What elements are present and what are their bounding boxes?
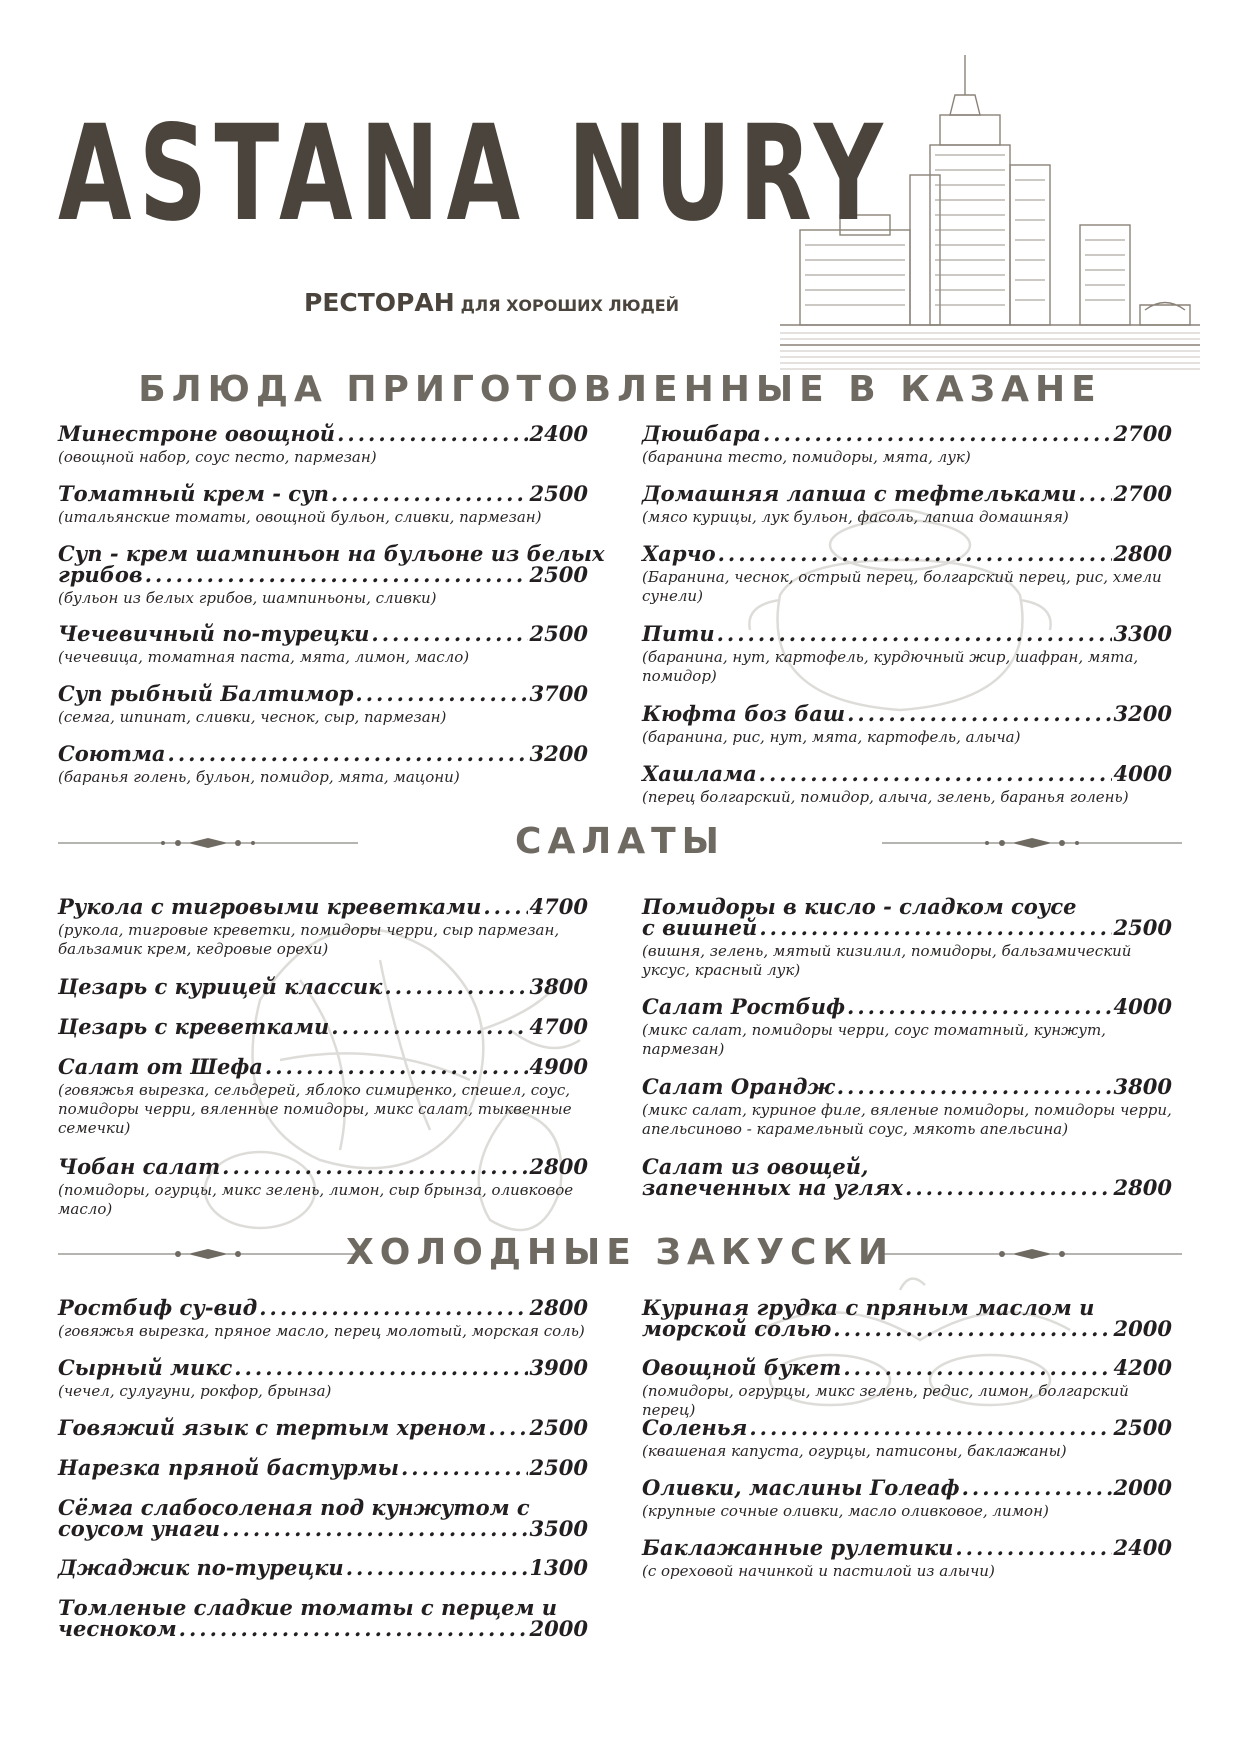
menu-item — [58, 623, 588, 667]
item-name: Цезарь с креветками — [58, 1014, 330, 1039]
tagline-restaurant: РЕСТОРАН — [304, 288, 455, 317]
menu-item — [642, 763, 1172, 807]
item-name: Чечевичный по-турецки — [58, 621, 370, 646]
item-price: 3800 — [529, 974, 588, 999]
menu-item — [642, 483, 1172, 527]
item-name-line1: Суп - крем шампиньон на бульоне из белых — [58, 541, 605, 566]
menu-item — [642, 543, 1172, 606]
item-price: 2500 — [1113, 915, 1172, 940]
item-price: 2700 — [1113, 421, 1172, 446]
item-name-line1: Куриная грудка с пряным маслом и — [642, 1295, 1095, 1320]
item-description: (вишня, зелень, мятый кизилил, помидоры, бальзамический уксус, красный лук) — [642, 942, 1132, 979]
menu-item — [58, 1156, 588, 1219]
ornament-divider-right — [882, 1244, 1182, 1264]
item-description: (мясо курицы, лук бульон, фасоль, лапша домашняя) — [642, 508, 1069, 526]
pot-sketch — [740, 500, 1060, 730]
item-name-line1: Томленые сладкие томаты с перцем и — [58, 1595, 558, 1620]
item-name: Харчо — [642, 541, 716, 566]
item-name-line1: Сёмга слабосоленая под кунжутом с — [58, 1495, 530, 1520]
menu-item — [642, 423, 1172, 467]
item-price: 4700 — [529, 894, 588, 919]
item-price: 2800 — [1113, 1175, 1172, 1200]
item-price: 4700 — [529, 1014, 588, 1039]
item-name: Рукола с тигровыми креветками — [58, 894, 482, 919]
menu-item — [642, 996, 1172, 1059]
menu-item — [642, 1357, 1172, 1420]
item-name: Оливки, маслины Голеаф — [642, 1475, 960, 1500]
item-price: 2500 — [529, 621, 588, 646]
item-description: (семга, шпинат, сливки, чеснок, сыр, пармезан) — [58, 708, 447, 726]
item-name: запеченных на углях — [642, 1175, 904, 1200]
item-description: (говяжья вырезка, сельдерей, яблоко симиренко, спешел, соус, помидоры черри, вяленные помидоры, микс салат, тыквенные семечки) — [58, 1081, 572, 1137]
ornament-divider-right — [882, 833, 1182, 853]
menu-item — [58, 1016, 588, 1037]
item-price: 2700 — [1113, 481, 1172, 506]
menu-item — [58, 1056, 588, 1138]
item-name: Нарезка пряной бастурмы — [58, 1455, 399, 1480]
section-title-cold-appetizers: ХОЛОДНЫЕ ЗАКУСКИ — [345, 1232, 895, 1273]
menu-item — [58, 896, 588, 959]
item-name: с вишней — [642, 915, 758, 940]
menu-item — [642, 896, 1172, 980]
item-description: (с ореховой начинкой и пастилой из алычи) — [642, 1562, 995, 1580]
menu-item — [58, 1457, 588, 1478]
item-description: (микс салат, куриное филе, вяленые помидоры, помидоры черри, апельсиново - карамельный соус, мякоть апельсина) — [642, 1101, 1172, 1138]
item-description: (микс салат, помидоры черри, соус томатный, кунжут, пармезан) — [642, 1021, 1106, 1058]
section-title-kazan: БЛЮДА ПРИГОТОВЛЕННЫЕ В КАЗАНЕ — [138, 369, 1102, 410]
item-price: 2500 — [529, 481, 588, 506]
item-name: Салат от Шефа — [58, 1054, 263, 1079]
item-description: (перец болгарский, помидор, алыча, зелень, баранья голень) — [642, 788, 1129, 806]
item-name: морской солью — [642, 1316, 832, 1341]
item-price: 3300 — [1113, 621, 1172, 646]
item-name: чесноком — [58, 1616, 177, 1641]
item-name: грибов — [58, 562, 143, 587]
item-description: (чечел, сулугуни, рокфор, брынза) — [58, 1382, 332, 1400]
item-name: Соютма — [58, 741, 166, 766]
menu-item — [642, 1417, 1172, 1461]
item-name: Салат Орандж — [642, 1074, 835, 1099]
item-name-line1: Помидоры в кисло - сладком соусе — [642, 894, 1077, 919]
item-name: Салат Ростбиф — [642, 994, 846, 1019]
menu-item — [58, 541, 605, 608]
item-price: 3900 — [529, 1355, 588, 1380]
item-price: 4200 — [1113, 1355, 1172, 1380]
item-name: Томатный крем - суп — [58, 481, 329, 506]
item-description: (итальянские томаты, овощной бульон, сливки, пармезан) — [58, 508, 542, 526]
item-description: (квашеная капуста, огурцы, патисоны, баклажаны) — [642, 1442, 1067, 1460]
menu-item — [58, 1297, 588, 1341]
tagline-good-people: ДЛЯ ХОРОШИХ ЛЮДЕЙ — [460, 296, 680, 315]
item-name: Сырный микс — [58, 1355, 233, 1380]
item-description: (бульон из белых грибов, шампиньоны, сливки) — [58, 589, 437, 607]
item-description: (рукола, тигровые креветки, помидоры черри, сыр пармезан, бальзамик крем, кедровые орехи) — [58, 921, 560, 958]
item-price: 3800 — [1113, 1074, 1172, 1099]
menu-item — [642, 1297, 1172, 1339]
restaurant-tagline — [304, 288, 679, 317]
item-name: Домашняя лапша с тефтельками — [642, 481, 1077, 506]
item-description: (баранина, нут, картофель, курдючный жир, шафран, мята, помидор) — [642, 648, 1139, 685]
menu-item — [58, 1357, 588, 1401]
restaurant-logo: ASTANA NURY — [58, 97, 890, 251]
item-name: Говяжий язык с тертым хреном — [58, 1415, 487, 1440]
item-name: Минестроне овощной — [58, 421, 336, 446]
item-name: Хашлама — [642, 761, 757, 786]
item-price: 2400 — [1113, 1535, 1172, 1560]
item-price: 4900 — [529, 1054, 588, 1079]
menu-item — [58, 1417, 588, 1438]
item-price: 2400 — [529, 421, 588, 446]
item-description: (баранина тесто, помидоры, мята, лук) — [642, 448, 971, 466]
item-name-line1: Салат из овощей, — [642, 1154, 869, 1179]
item-description: (баранья голень, бульон, помидор, мята, мацони) — [58, 768, 460, 786]
item-price: 2500 — [1113, 1415, 1172, 1440]
item-name: соусом унаги — [58, 1516, 220, 1541]
section-title-salads: САЛАТЫ — [515, 821, 725, 862]
item-price: 3200 — [529, 741, 588, 766]
menu-item — [642, 623, 1172, 686]
menu-item — [58, 423, 588, 467]
item-name: Джаджик по-турецки — [58, 1555, 344, 1580]
item-price: 1300 — [529, 1555, 588, 1580]
item-price: 3200 — [1113, 701, 1172, 726]
item-description: (баранина, рис, нут, мята, картофель, алыча) — [642, 728, 1021, 746]
menu-item — [642, 1076, 1172, 1139]
item-price: 3700 — [529, 681, 588, 706]
item-name: Ростбиф су-вид — [58, 1295, 258, 1320]
item-name: Овощной букет — [642, 1355, 842, 1380]
item-name: Кюфта боз баш — [642, 701, 846, 726]
item-price: 2800 — [529, 1295, 588, 1320]
item-name: Баклажанные рулетики — [642, 1535, 954, 1560]
item-name: Суп рыбный Балтимор — [58, 681, 354, 706]
menu-item — [58, 1557, 588, 1578]
menu-item — [642, 703, 1172, 747]
item-description: (помидоры, огрурцы, микс зелень, редис, лимон, болгарский перец) — [642, 1382, 1129, 1419]
item-description: (Баранина, чеснок, острый перец, болгарский перец, рис, хмели сунели) — [642, 568, 1162, 605]
item-description: (говяжья вырезка, пряное масло, перец молотый, морская соль) — [58, 1322, 585, 1340]
menu-item — [642, 1537, 1172, 1581]
menu-item — [58, 1597, 588, 1639]
menu-item — [58, 483, 588, 527]
item-price: 3500 — [529, 1516, 588, 1541]
menu-item — [58, 743, 588, 787]
item-description: (помидоры, огурцы, микс зелень, лимон, сыр брынза, оливковое масло) — [58, 1181, 574, 1218]
item-price: 2000 — [529, 1616, 588, 1641]
item-name: Цезарь с курицей классик — [58, 974, 383, 999]
item-name: Соленья — [642, 1415, 748, 1440]
item-name: Чобан салат — [58, 1154, 221, 1179]
item-price: 2500 — [529, 1415, 588, 1440]
item-price: 2800 — [529, 1154, 588, 1179]
item-price: 2500 — [529, 562, 588, 587]
item-description: (крупные сочные оливки, масло оливковое, лимон) — [642, 1502, 1049, 1520]
item-price: 4000 — [1113, 994, 1172, 1019]
item-description: (овощной набор, соус песто, пармезан) — [58, 448, 377, 466]
item-price: 2500 — [529, 1455, 588, 1480]
item-price: 2800 — [1113, 541, 1172, 566]
item-price: 2000 — [1113, 1475, 1172, 1500]
menu-item — [58, 1497, 588, 1539]
menu-item — [642, 1477, 1172, 1521]
item-price: 4000 — [1113, 761, 1172, 786]
item-name: Пити — [642, 621, 715, 646]
item-name: Дюшбара — [642, 421, 761, 446]
item-description: (чечевица, томатная паста, мята, лимон, масло) — [58, 648, 470, 666]
item-price: 2000 — [1113, 1316, 1172, 1341]
menu-item — [58, 683, 588, 727]
menu-item — [58, 976, 588, 997]
menu-item — [642, 1156, 1172, 1198]
